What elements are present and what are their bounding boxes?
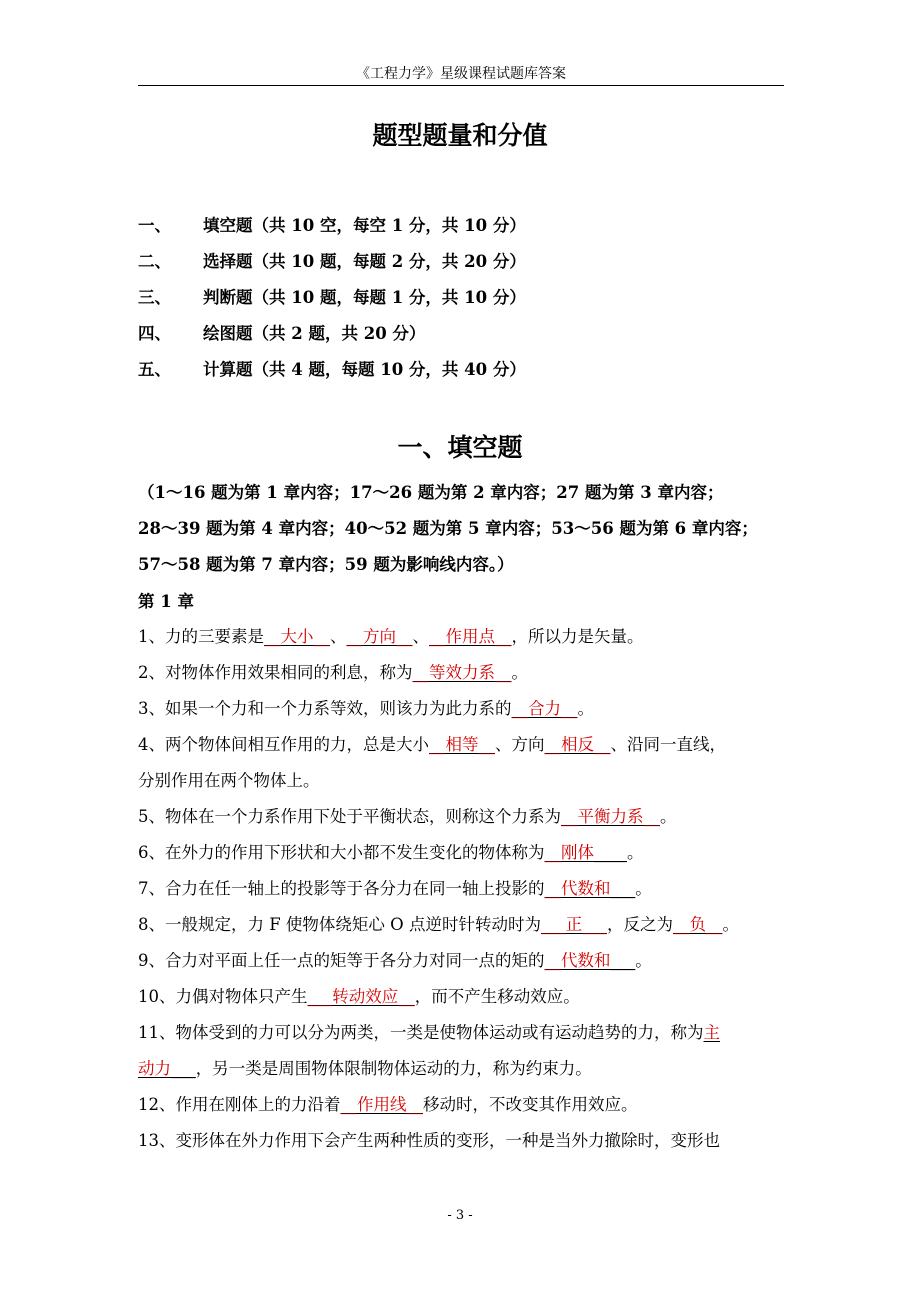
question-3 (138, 697, 798, 721)
question-13 (138, 1129, 798, 1153)
question-5 (138, 805, 798, 829)
question-text: ，所以力是矢量。 (511, 627, 644, 646)
item-number: 三、 (138, 288, 171, 307)
question-12 (138, 1093, 798, 1117)
answer-blank: __方向__ (346, 627, 413, 646)
question-text: 、 (412, 627, 429, 646)
question-9 (138, 949, 798, 973)
page-header: 《工程力学》星级课程试题库答案 (356, 66, 566, 82)
answer-blank: 主 (703, 1023, 720, 1042)
answer-blank: __合力__ (511, 699, 578, 718)
chapter-heading: 第 1 章 (138, 592, 194, 611)
question-text: 移动时，不改变其作用效应。 (423, 1095, 638, 1114)
answer-blank: __相等__ (429, 735, 495, 754)
answer-blank: __等效力系__ (412, 663, 512, 682)
question-text: 12、作用在刚体上的力沿着 (138, 1095, 341, 1114)
question-type-item (138, 322, 798, 346)
scope-note-line: 28～39 题为第 4 章内容；40～52 题为第 5 章内容；53～56 题为第 6 章内容； (138, 519, 758, 538)
page-number: - 3 - (447, 1208, 473, 1223)
question-text: 。 (722, 915, 739, 934)
blank-underline: ____ (594, 843, 627, 862)
blank-underline: ___ (610, 951, 636, 970)
answer-blank: ___转动效应__ (307, 987, 415, 1006)
answer-blank: ___正___ (540, 915, 607, 934)
page-title: 题型题量和分值 (372, 121, 548, 150)
question-text: ，而不产生移动效应。 (414, 987, 580, 1006)
question-text: 9、合力对平面上任一点的矩等于各分力对同一点的矩的 (138, 951, 545, 970)
item-text: 绘图题（共 2 题，共 20 分） (203, 324, 426, 343)
question-text: 。 (660, 807, 677, 826)
question-text: 。 (635, 951, 652, 970)
question-text: 。 (627, 843, 644, 862)
question-type-item (138, 358, 798, 382)
item-number: 一、 (138, 216, 171, 235)
question-1 (138, 625, 798, 649)
question-text: 8、一般规定，力 F 使物体绕矩心 O 点逆时针转动时为 (138, 915, 541, 934)
question-text: 。 (511, 663, 528, 682)
item-number: 四、 (138, 324, 171, 343)
answer-blank: __作用线__ (340, 1095, 423, 1114)
item-number: 五、 (138, 360, 171, 379)
answer-blank: 动力 (138, 1059, 171, 1078)
answer-blank: __刚体 (544, 843, 594, 862)
question-text: 4、两个物体间相互作用的力，总是大小 (138, 735, 429, 754)
question-text: 1、力的三要素是 (138, 627, 264, 646)
question-type-item (138, 250, 798, 274)
question-text: 2、对物体作用效果相同的利息，称为 (138, 663, 413, 682)
answer-blank: __代数和 (544, 879, 611, 898)
answer-blank: __平衡力系__ (561, 807, 660, 826)
answer-blank: __负__ (672, 915, 723, 934)
question-text: 11、物体受到的力可以分为两类，一类是使物体运动或有运动趋势的力，称为 (138, 1023, 704, 1042)
question-text: 7、合力在任一轴上的投影等于各分力在同一轴上投影的 (138, 879, 545, 898)
item-number: 二、 (138, 252, 171, 271)
scope-note-line: （1～16 题为第 1 章内容；17～26 题为第 2 章内容；27 题为第 3 章内容； (138, 483, 724, 502)
question-4-continued: 分别作用在两个物体上。 (138, 771, 320, 790)
header-rule (138, 85, 784, 86)
item-text: 计算题（共 4 题，每题 10 分，共 40 分） (203, 360, 526, 379)
blank-underline: ___ (171, 1059, 196, 1078)
question-2 (138, 661, 798, 685)
question-type-item (138, 286, 798, 310)
answer-blank: __大小__ (264, 627, 330, 646)
question-11-continued (138, 1057, 798, 1081)
question-text: ，反之为 (606, 915, 673, 934)
question-text: 、方向 (495, 735, 545, 754)
item-text: 判断题（共 10 题，每题 1 分，共 10 分） (203, 288, 526, 307)
question-text: 。 (577, 699, 594, 718)
answer-blank: __代数和 (544, 951, 611, 970)
item-text: 填空题（共 10 空，每空 1 分，共 10 分） (203, 216, 526, 235)
question-11 (138, 1021, 798, 1045)
question-6 (138, 841, 798, 865)
item-text: 选择题（共 10 题，每题 2 分，共 20 分） (203, 252, 526, 271)
question-text: 、沿同一直线， (610, 735, 726, 754)
question-10 (138, 985, 798, 1009)
question-4 (138, 733, 798, 757)
section-title: 一、填空题 (397, 433, 523, 462)
answer-blank: __相反__ (544, 735, 611, 754)
question-8 (138, 913, 798, 937)
scope-note-line: 57～58 题为第 7 章内容；59 题为影响线内容。） (138, 555, 514, 574)
question-type-item (138, 214, 798, 238)
question-text: 、 (330, 627, 347, 646)
question-text: ，另一类是周围物体限制物体运动的力，称为约束力。 (195, 1059, 592, 1078)
question-text: 10、力偶对物体只产生 (138, 987, 308, 1006)
question-text: 5、物体在一个力系作用下处于平衡状态，则称这个力系为 (138, 807, 561, 826)
question-7 (138, 877, 798, 901)
question-text: 6、在外力的作用下形状和大小都不发生变化的物体称为 (138, 843, 545, 862)
answer-blank: __作用点__ (429, 627, 512, 646)
question-text: 。 (635, 879, 652, 898)
question-text: 13、变形体在外力作用下会产生两种性质的变形，一种是当外力撤除时，变形也 (138, 1131, 720, 1150)
blank-underline: ___ (610, 879, 636, 898)
question-text: 3、如果一个力和一个力系等效，则该力为此力系的 (138, 699, 512, 718)
